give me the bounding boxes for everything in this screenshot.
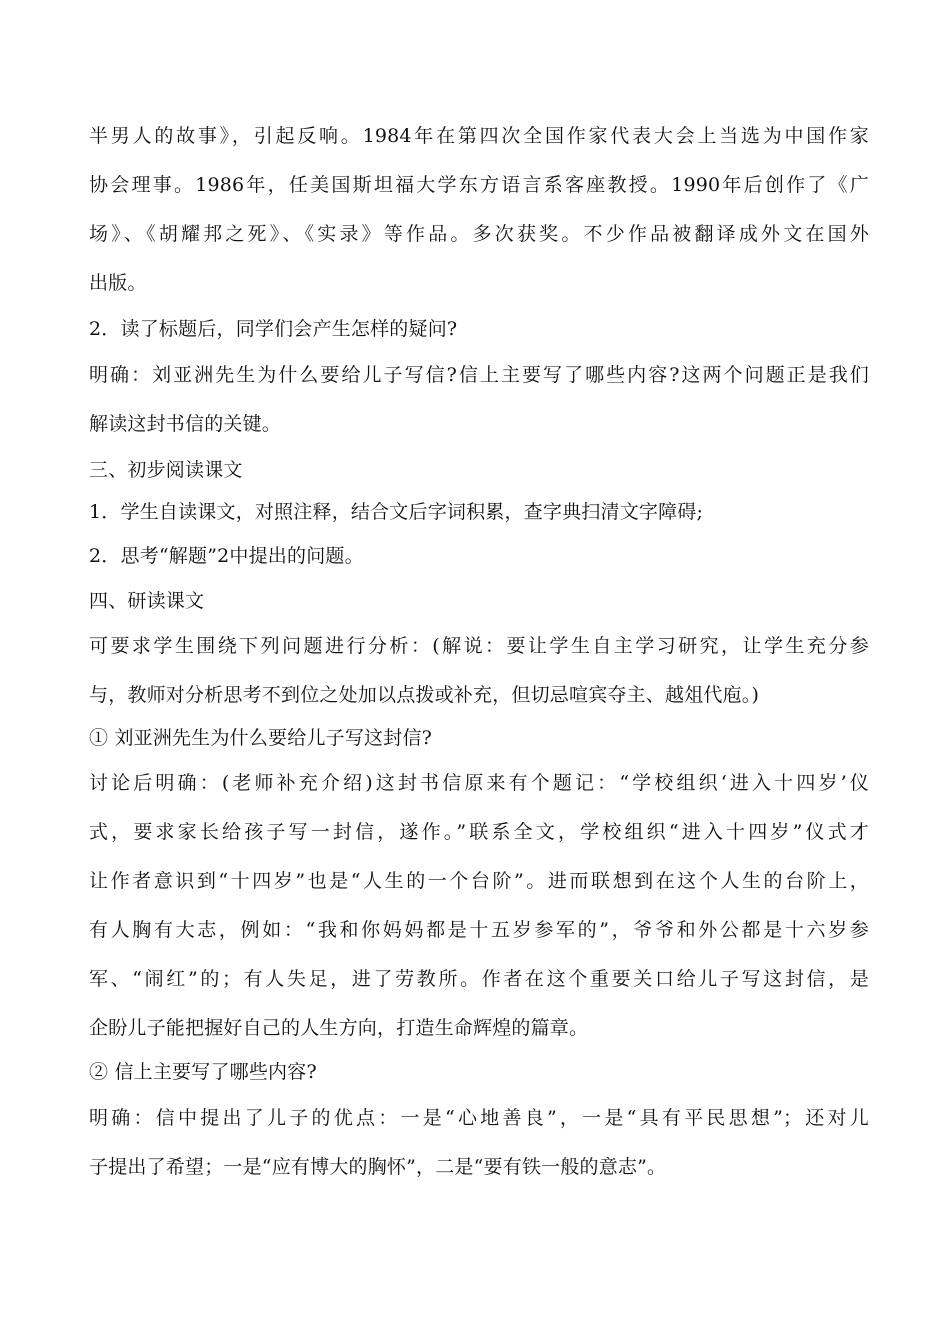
text-line: 出版。 — [89, 272, 147, 294]
text-line: 半男人的故事》，引起反响。1984年在第四次全国作家代表大会上当选为中国作家 — [89, 125, 869, 147]
text-line: 讨论后明确：(老师补充介绍)这封书信原来有个题记：“学校组织‘进入十四岁’仪 — [89, 772, 869, 794]
text-line: 2．思考“解题”2中提出的问题。 — [89, 545, 364, 567]
text-line: 子提出了希望；一是“应有博大的胸怀”，二是“要有铁一般的意志”。 — [89, 1156, 667, 1178]
text-line: 军、“闹红”的；有人失足，进了劳教所。作者在这个重要关口给儿子写这封信，是 — [89, 968, 869, 990]
text-line: 有人胸有大志，例如：“我和你妈妈都是十五岁参军的”，爷爷和外公都是十六岁参 — [89, 919, 869, 941]
text-line: 明确：刘亚洲先生为什么要给儿子写信?信上主要写了哪些内容?这两个问题正是我们 — [89, 364, 869, 386]
text-line: 场》、《胡耀邦之死》、《实录》等作品。多次获奖。不少作品被翻译成外文在国外 — [89, 223, 869, 245]
text-line: 与，教师对分析思考不到位之处加以点拨或补充，但切忌喧宾夺主、越俎代庖。) — [89, 684, 760, 706]
text-line: 2．读了标题后，同学们会产生怎样的疑问? — [89, 318, 458, 340]
text-line: 明确：信中提出了儿子的优点：一是“心地善良”，一是“具有平民思想”；还对儿 — [89, 1107, 869, 1129]
section-heading: 四、研读课文 — [89, 590, 205, 612]
question-line: ① 刘亚洲先生为什么要给儿子写这封信? — [89, 727, 433, 749]
text-line: 协会理事。1986年，任美国斯坦福大学东方语言系客座教授。1990年后创作了《广 — [89, 174, 869, 196]
text-line: 解读这封书信的关键。 — [89, 413, 282, 435]
text-line: 式，要求家长给孩子写一封信，遂作。”联系全文，学校组织“进入十四岁”仪式才 — [89, 821, 869, 843]
section-heading: 三、初步阅读课文 — [89, 459, 243, 481]
question-line: ② 信上主要写了哪些内容? — [89, 1061, 317, 1083]
text-line: 企盼儿子能把握好自己的人生方向，打造生命辉煌的篇章。 — [89, 1017, 589, 1039]
text-line: 1．学生自读课文，对照注释，结合文后字词积累，查字典扫清文字障碍; — [89, 501, 704, 523]
text-line: 可要求学生围绕下列问题进行分析：(解说：要让学生自主学习研究，让学生充分参 — [89, 635, 869, 657]
text-line: 让作者意识到“十四岁”也是“人生的一个台阶”。进而联想到在这个人生的台阶上， — [89, 870, 869, 892]
